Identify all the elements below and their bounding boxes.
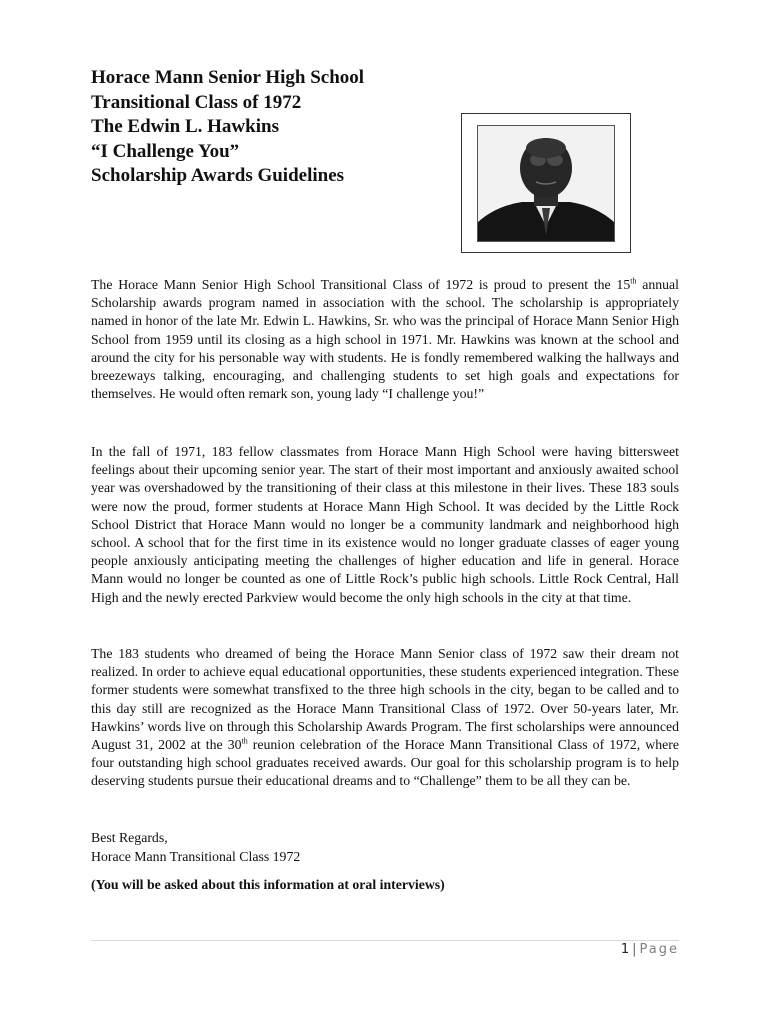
footer-divider	[91, 940, 679, 941]
interview-note: (You will be asked about this information at oral interviews)	[91, 877, 445, 892]
paragraph-intro-text-b: annual Scholarship awards program named in association with the school. The scholarship is appropriately named in honor of the late Mr. Edwin L. Hawkins, Sr. who was the principal of Horace Mann Senior High School from 1959 until its closing as a high school in 1971. Mr. Hawkins was known at the school and around the city for his personable way with students. He is fondly remembered walking the hallways and breezeways talking, encouraging, and challenging students to set high goals and expectations for themselves. He would often remark son, young lady “I challenge you!”	[91, 277, 679, 402]
page-label: Page	[639, 942, 679, 957]
title-line-guidelines: Scholarship Awards Guidelines	[91, 165, 345, 186]
footer-separator: |	[632, 942, 637, 957]
portrait-illustration	[478, 126, 614, 241]
ordinal-suffix: th	[630, 276, 637, 286]
paragraph-intro	[91, 276, 679, 403]
closing-block	[91, 828, 300, 866]
paragraph-program	[91, 645, 679, 791]
title-line-school: Horace Mann Senior High School	[91, 67, 365, 88]
paragraph-history: In the fall of 1971, 183 fellow classmates from Horace Mann High School were having bittersweet feelings about their upcoming senior year. The start of their most important and anxiously awaited school year was overshadowed by the transitioning of their class at this milestone in their lives. These 183 souls were now the proud, former students at Horace Mann High School. It was decided by the Little Rock School District that Horace Mann would no longer be a community landmark and neighborhood high school. A school that for the first time in its existence would no longer graduate classes of eager young people anxiously anticipating meeting the challenges of higher education and life in general. Horace Mann would no longer be counted as one of Little Rock’s public high schools. Little Rock Central, Hall High and the newly erected Parkview would become the only high schools in the city at that time.	[91, 444, 679, 605]
title-line-class: Transitional Class of 1972	[91, 91, 302, 113]
page-number: 1	[620, 942, 630, 957]
ordinal-suffix: th	[241, 736, 248, 746]
portrait-photo	[477, 125, 615, 242]
title-line-honoree: The Edwin L. Hawkins	[91, 116, 279, 137]
paragraph-program-text-b: reunion celebration of the Horace Mann Transitional Class of 1972, where four outstanding high school graduates received awards. Our goal for this scholarship program is to help deserving students pursue their educational dreams and to “Challenge” them to be all they can be.	[91, 737, 679, 789]
document-title	[91, 66, 364, 189]
page-footer	[621, 942, 679, 957]
portrait-frame	[461, 113, 631, 253]
paragraph-program-text-a: The 183 students who dreamed of being the Horace Mann Senior class of 1972 saw their dream not realized. In order to achieve equal educational opportunities, these students experienced integration. These former students were somewhat transfixed to the three high schools in the city, began to be called and to this day still are recognized as the Horace Mann Transitional Class of 1972. Over 50-years later, Mr. Hawkins’ words live on through this Scholarship Awards Program. The first scholarships were announced August 31, 2002 at the 30	[91, 646, 679, 753]
paragraph-intro-text-a: The Horace Mann Senior High School Transitional Class of 1972 is proud to present the 15	[91, 277, 631, 292]
closing-signature: Horace Mann Transitional Class 1972	[91, 849, 301, 864]
closing-salutation: Best Regards,	[91, 830, 168, 845]
title-line-motto: “I Challenge You”	[91, 140, 240, 162]
